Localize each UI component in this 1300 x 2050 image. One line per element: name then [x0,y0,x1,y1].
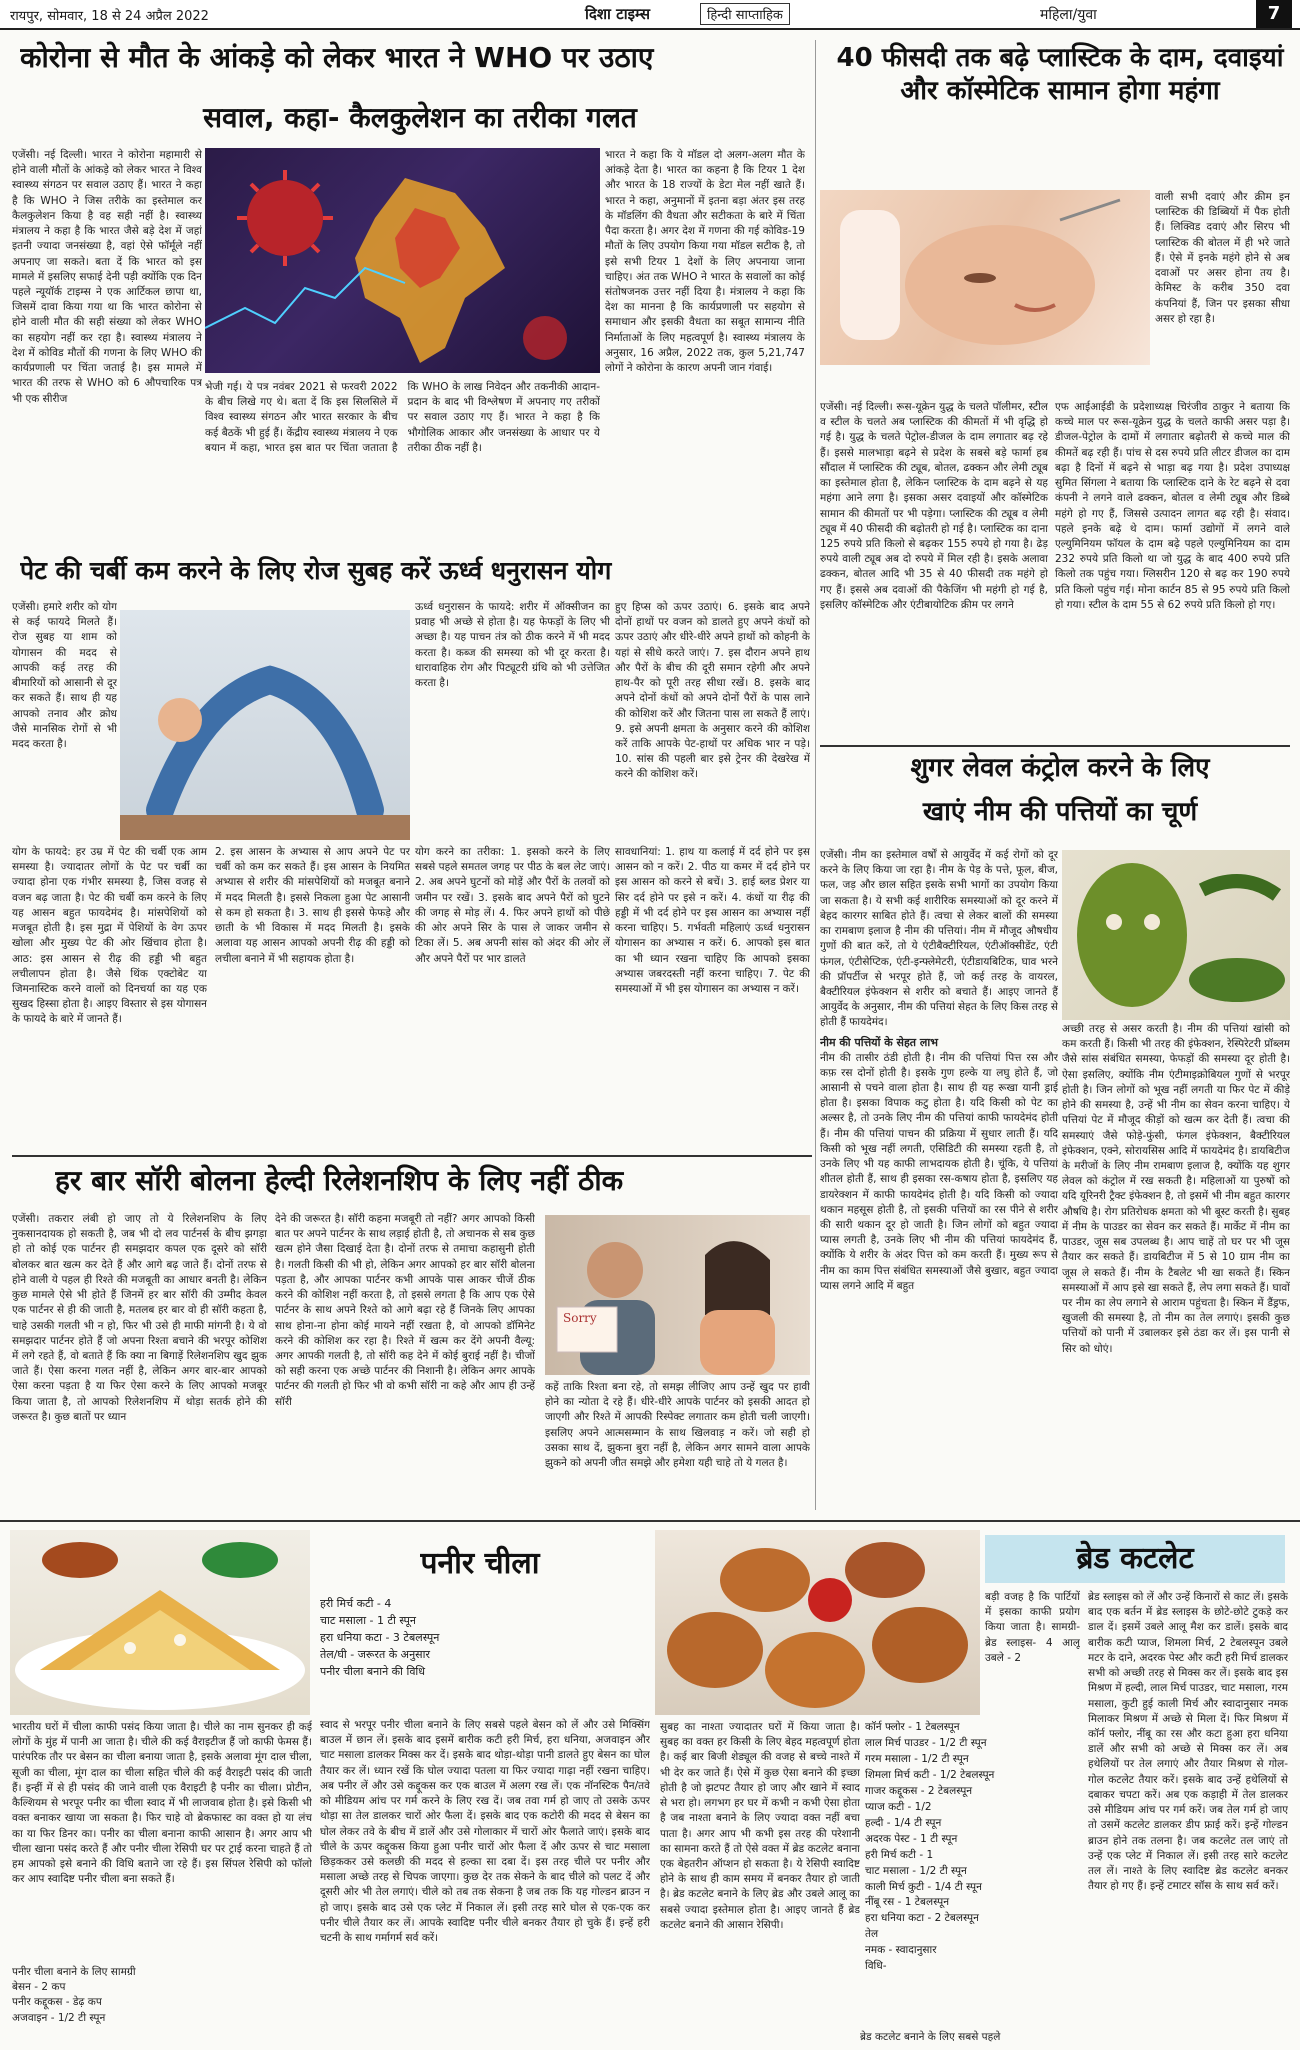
article4-headline-line1: शुगर लेवल कंट्रोल करने के लिए [910,753,1210,783]
article6-title: पनीर चीला [420,1546,540,1581]
article3-lower-1: योग के फायदे: हर उम्र में पेट की चर्बी एक आम समस्या है। ज्यादातर लोगों के पेट पर चर्बी का ज्यादा होना एक गंभीर समस्या है, जिस वजह से वजन बढ़ जाता है। पेट की चर्बी कम करने के लिए यह आसन बहुत फायदेमंद है। मांसपेशियों को मजबूत होती है। इस मुद्रा में पेशियों के वेग ऊपर खोला और मुख्य पेट की ओर खिंचाव होता है। आठ: इस आसन से रीढ़ की हड्डी भी बहुत लचीलापन होता है। जैसे थिंक एक्टोबेट या जिमनास्टिक करने वालों को दिनचर्या का यह एक सुखद हिस्सा होता है। आइए विस्तार से इस योगासन के फायदे के बारे में जानते हैं। [12,846,207,1026]
article4-column-1 [820,848,1058,1508]
publication-tag: हिन्दी साप्ताहिक [700,3,790,25]
article6-materials-list: बेसन - 2 कप पनीर कद्दूकस - डेढ़ कप अजवाइन - 1/2 टी स्पून [12,1981,106,2024]
masthead [0,0,1300,30]
article4-subhead: नीम की पत्तियों के सेहत लाभ [820,1035,938,1049]
article4-headline-line2: खाएं नीम की पत्तियों का चूर्ण [922,797,1198,827]
article1-column-2: भारत ने कहा कि ये मॉडल दो अलग-अलग मौत के आंकड़े देता है। भारत का कहना है कि टियर 1 देश और भारत के 18 राज्यों के डेटा मेल नहीं खाते हैं। भारत ने कहा, अनुमानों में इतना बड़ा अंतर इस तरह के मॉडलिंग की वैधता और सटीकता के बारे में चिंता पैदा करता है। अगर देश में गणना की गई कोविड-19 मौतों के लिए उपयोग किया गया मॉडल सटीक है, तो इसे सभी टियर 1 देशों के लिए अपनाया जाना चाहिए। अंत तक WHO ने भारत के सवालों का कोई संतोषजनक उत्तर नहीं दिया है। मंत्रालय ने कहा कि देश का मानना है कि कार्यप्रणाली पर सहयोग से समाधान और इसकी वैधता का सबूत सामान्य नीति निर्माताओं के लिए महत्वपूर्ण है। स्वास्थ्य मंत्रालय के अनुसार, 16 अप्रैल, 2022 तक, कुल 5,21,747 लोगों ने कोरोना के कारण अपनी जान गंवाई। [605,149,805,375]
article7-intro-end: ब्रेड कटलेट बनाने के लिए सबसे पहले [860,2031,1001,2043]
article6-intro: भारतीय घरों में चीला काफी पसंद किया जाता है। चीले का नाम सुनकर ही कई लोगों के मुंह में पानी आ जाता है। चीले की कई वैराइटीज हैं जो काफी फेमस हैं। पारंपरिक तौर पर बेसन का चीला बनाया जाता है, इसके अलावा मूंग दाल चीला, सूजी का चीला, मूंग दाल का चीला सहित चीले की कई वैराइटी पसंद की जाती हैं। इन्हीं में से ही पसंद की जाने वाली एक वैराइटी है पनीर का चीला। प्रोटीन, कैल्शियम से भरपूर पनीर का चीला स्वाद में भी लाजवाब होता है। इसे किसी भी वक्त बनाकर खाया जा सकता है। फिर चाहे वो ब्रेकफास्ट का वक्त हो या लंच का या फिर डिनर का। पनीर का चीला बनाना काफी आसान है। अगर आप भी चीला खाना पसंद करते हैं और पनीर चीला रेसिपी घर पर ट्राई करना चाहते हैं तो हम आपको इसे बनाने की विधि बताने जा रहे हैं। इस सिंपल रेसिपी को फॉलो कर आप स्वादिष्ट पनीर चीला बना सकते हैं। [12,1721,312,1886]
article3-column-3: हुए हिप्स को ऊपर उठाएं। 6. इसके बाद अपने दोनों हाथों पर वजन को डालते हुए अपने कंधों को ऊपर उठाएं और धीरे-धीरे अपने हाथों को कोहनी के यहां से सीधे करते जाएं। 7. इस दौरान अपने हाथ और पैरों के बीच की दूरी समान रहेगी और अपने हाथ-पैर को पूरी तरह सीधा रखें। 8. इसके बाद अपने दोनों कंधों को अपने दोनों पैरों के पास लाने की कोशिश करें और जितना पास ला सकते हैं लाएं। 9. इसे अपनी क्षमता के अनुसार करने की कोशिश करें ताकि आपके पेट-हाथों पर अधिक भार न पड़े। 10. सांस की पहली बार इसे ट्रेनर की देखरेख में करने की कोशिश करें। [615,601,810,781]
article7-method: ब्रेड स्लाइस को लें और उन्हें किनारों से काट लें। इसके बाद एक बर्तन में ब्रेड स्लाइस के छोटे-छोटे टुकड़े कर डाल दें। इसमें उबले आलू मैश कर डालें। इसके बाद बारीक कटी प्याज, शिमला मिर्च, 2 टेबलस्पून उबले मटर के दाने, अदरक पेस्ट और कटी हरी मिर्च डालकर सभी को अच्छी तरह से मिक्स कर लें। इसके बाद इस मिश्रण में हल्दी, लाल मिर्च पाउडर, चाट मसाला, गरम मसाला, कुटी हुई काली मिर्च और स्वादानुसार नमक मिलाकर मिश्रण में अच्छे से मिला दें। फिर मिश्रण में कॉर्न फ्लोर, नींबू का रस और कटा हुआ हरा धनिया डालें और सभी को अच्छे से मिक्स कर लें। अब हथेलियों पर तेल लगाएं और तैयार मिश्रण से गोल-गोल कटलेट तैयार करें। इसके बाद उन्हें हथेलियों से दबाकर चपटा करें। अब एक कड़ाही में तेल डालकर उसे मीडियम आंच पर गर्म करें। जब तेल गर्म हो जाए तो उसमें कटलेट डालकर डीप फ्राई करें। इन्हें गोल्डन ब्राउन होने तक तलना है। जब कटलेट तल जाएं तो उन्हें एक प्लेट में निकाल लें। इसी तरह सारे कटलेट तल लें। नाश्ते के लिए स्वादिष्ट ब्रेड कटलेट बनकर तैयार हो गए हैं। इन्हें टमाटर सॉस के साथ सर्व करें। [1088,1591,1288,1893]
section-name: महिला/युवा [1040,7,1097,23]
article6-method: स्वाद से भरपूर पनीर चीला बनाने के लिए सबसे पहले बेसन को लें और उसे मिक्सिंग बाउल में छान लें। इसके बाद इसमें बारीक कटी हरी मिर्च, हरा धनिया, अजवाइन और चाट मसाला डालकर मिक्स कर दें। इसके बाद थोड़ा-थोड़ा पानी डालते हुए बेसन का घोल तैयार कर लें। ध्यान रखें कि घोल ज्यादा पतला या फिर ज्यादा गाढ़ा नहीं रखना चाहिए। अब पनीर लें और उसे कद्दूकस कर एक बाउल में अलग रख लें। एक नॉनस्टिक पैन/तवे को मीडियम आंच पर गर्म करने के लिए रख दें। जब तवा गर्म हो जाए तो उसके ऊपर थोड़ा सा तेल डालकर चारों ओर फैला दें। इसके बाद एक कटोरी की मदद से बेसन का घोल लेकर तवे के बीच में डालें और उसे गोलाकार में चारों ओर फैलाते जाएं। इसके बाद चीले के ऊपर कद्दूकस किया हुआ पनीर चारों ओर फैला दें और ऊपर से चाट मसाला छिड़ककर उसे कलछी की मदद से हल्का सा दबा दें। इस तरह चीले पर पनीर और मसाला अच्छे तरह से चिपक जाएगा। कुछ देर तक सेकने के बाद चीले को पलट दें और दूसरी ओर भी तेल लगाएं। चीले को तब तक सेकना है जब तक कि यह गोल्डन ब्राउन न हो जाए। इसके बाद उसे एक प्लेट में निकाल लें। इसी तरह सारे घोल से एक-एक कर पनीर चीले तैयार कर लें। आपके स्वादिष्ट पनीर चीले बनकर तैयार हो चुके हैं। इन्हें हरी चटनी के साथ गर्मागर्म सर्व करें। [320,1719,650,1945]
article1-lower-text: भेजी गई। ये पत्र नवंबर 2021 से फरवरी 2022 के बीच लिखे गए थे। बता दें कि इस सिलसिले में विश्व स्वास्थ्य संगठन और भारत सरकार के बीच कई बैठकें भी हुई हैं। केंद्रीय स्वास्थ्य मंत्रालय ने एक बयान में कहा, भारत इस बात पर चिंता जताता है कि WHO के लाख निवेदन और तकनीकी आदान-प्रदान के बाद भी विश्लेषण में अपनाए गए तरीकों पर सवाल उठाए गए हैं। भारत ने कहा है कि भौगोलिक आकार और जनसंख्या के आधार पर ये तरीका ठीक नहीं है। [205,381,600,454]
issue-date: रायपुर, सोमवार, 18 से 24 अप्रैल 2022 [10,9,209,24]
neem-leaf-icon [1062,850,1290,1020]
couple-icon [545,1215,810,1375]
couple-photo [545,1215,810,1375]
article4-body: नीम की तासीर ठंडी होती है। नीम की पत्तियां पित्त रस और कफ़ रस दोनों होती है। इसके गुण हल्के या लघु होते हैं, जो आसानी से पचने वाला होता है। साथ ही यह रूखा यानी ड्राई होता है। इसका विपाक कटु होता है। यदि किसी को पेट का अल्सर है, तो उनके लिए नीम की पत्तियां काफी फायदेमंद होती हैं। नीम की पत्तियां पाचन की प्रक्रिया में सुधार लाती हैं। यदि किसी को भूख नहीं लगती, एसिडिटी की समस्या रहती है, तो उनके लिए भी यह काफी लाभदायक होती है। चूंकि, ये पत्तियां शीतल होती हैं, साथ ही इसका रस-कषाय होता है, इसलिए यह डायरेक्शन में काफी फायदेमंद होती है। यदि किसी को ज्यादा थकान महसूस होती है, तो इसकी पत्तियों का रस पीने से शरीर की सारी थकान दूर हो जाती है। जिन लोगों को बहुत ज्यादा प्यास लगती है, उनके लिए भी नीम की पत्तियां फायदेमंद हैं, क्योंकि ये शरीर के अंदर पित्त को कम करती हैं। मुख्य रूप से नीम का काम पित्त संबंधित समस्याओं जैसे बुखार, बहुत ज्यादा प्यास लगने आदि में बहुत [820,1051,1058,1292]
yoga-figure-icon [120,610,410,840]
article4-intro: एजेंसी। नीम का इस्तेमाल वर्षों से आयुर्वेद में कई रोगों को दूर करने के लिए किया जा रहा है। नीम के पेड़ के पत्ते, फूल, बीज, फल, जड़ और छाल सहित इसके सभी भागों का उपयोग किया जा सकता है। ये सभी कई शारीरिक समस्याओं को दूर करने में बेहद कारगर साबित होते हैं। त्वचा से लेकर बालों की समस्या का रामबाण इलाज है नीम की पत्तियां। नीम में मौजूद औषधीय गुणों की बात करें, तो ये एंटीबैक्टीरियल, एंटीऑक्सीडेंट, एंटी फंगल, एंटीसेप्टिक, एंटी-इन्फ्लेमेटरी, एंटीडायबिटिक, घाव भरने की प्रॉपर्टीज से भरपूर होते हैं, जो कई तरह के वायरल, बैक्टीरियल इंफेक्शन से शरीर को बचाते हैं। आइए जानते हैं आयुर्वेद के अनुसार, नीम की पत्तियां सेहत के लिए किस तरह से होती हैं फायदेमंद। [820,849,1058,1029]
article7-intro: सुबह का नाश्ता ज्यादातर घरों में किया जाता है। सुबह का वक्त हर किसी के लिए बेहद महत्वपूर्ण होता है। कई बार बिजी शेड्यूल की वजह से बच्चे नाश्ते में भी देर कर जाते हैं। ऐसे में कुछ ऐसा बनाने की इच्छा होती है जो झटपट तैयार हो जाए और खाने में स्वाद से भरा हो। लगभग हर घर में कभी न कभी ऐसा होता है जब नाश्ता बनाने के लिए ज्यादा वक्त नहीं बचा पाता है। अगर आप भी कभी इस तरह की परेशानी का सामना करते हैं तो ऐसे वक्त में ब्रेड कटलेट बनाना एक बेहतरीन ऑप्शन हो सकता है। ये रेसिपी स्वादिष्ट होने के साथ ही काम समय में बनकर तैयार हो जाती है। ब्रेड कटलेट बनाने के लिए ब्रेड और उबले आलू का सबसे ज्यादा इस्तेमाल होता है। आइए जानते हैं ब्रेड कटलेट बनाने की आसान रेसिपी। [660,1721,860,1931]
section-rule [0,1520,1300,1522]
article1-headline-line2: सवाल, कहा- कैलकुलेशन का तरीका गलत [203,101,637,134]
article7-title: ब्रेड कटलेट [985,1535,1285,1583]
article3-lower-3: योग करने का तरीका: 1. इसको करने के लिए सबसे पहले समतल जगह पर पीठ के बल लेट जाएं। 2. अब अपने घुटनों को मोड़ें और पैरों के तलवों को जमीन पर रखें। 3. इसके बाद अपने पैरों को घुटने की जगह से मोड़ लें। 4. फिर अपने हाथों को पीछे की ओर अपने सिर के पास ले जाकर जमीन से टिका लें। 5. अब अपनी सांस को अंदर की ओर लें और अपने पैरों पर भार डालते [415,846,610,965]
article5-column-3: कहें ताकि रिश्ता बना रहे, तो समझ लीजिए आप उन्हें खुद पर हावी होने का न्योता दे रहे हैं। धीरे-धीरे आपके पार्टनर को इसकी आदत हो जाएगी और रिश्ते में आपकी रिस्पेक्ट लगातार कम होती चली जाएगी। इसलिए अपने आत्मसम्मान के साथ खिलवाड़ न करें। जो सही हो उसका साथ दें, झुकना बुरा नहीं है, लेकिन अगर सामने वाला आपके झुकने को अपनी जीत समझे और हमेशा यही चाहे तो ये गलत है। [545,1381,810,1470]
article1-column-1: एजेंसी। नई दिल्ली। भारत ने कोरोना महामारी से होने वाली मौतों के आंकड़े को लेकर भारत ने विश्व स्वास्थ्य संगठन पर सवाल उठाए हैं। भारत ने कहा है कि WHO ने जिस तरीके का इस्तेमाल कर कैलकुलेशन किया है वह सही नहीं है। स्वास्थ्य मंत्रालय ने कहा है कि भारत जैसे बड़े देश में जहां इतनी ज्यादा जनसंख्या है, वहां ऐसे फॉर्मूले नहीं अपनाए जा सकते। बता दें कि भारत को इस मामले में इसलिए सफाई देनी पड़ी क्योंकि एक दिन पहले न्यूयॉर्क टाइम्स ने एक आर्टिकल छापा था, जिसमें दावा किया गया था कि भारत कोरोना से होने वाली मौत की सही संख्या को लेकर WHO का सहयोग नहीं कर रहा है। स्वास्थ्य मंत्रालय ने देश में कोविड मौतों की गणना के लिए WHO की कार्यप्रणाली पर चिंता जताई है। इस मामले में भारत की तरफ से WHO को 6 औपचारिक पत्र भी एक सीरीज [12,149,202,405]
paneer-chilla-photo [10,1530,310,1715]
article3-column-1: एजेंसी। हमारे शरीर को योग से कई फायदे मिलते हैं। रोज सुबह या शाम को योगासन की मदद से आपकी कई तरह की बीमारियों को आसानी से दूर कर सकते हैं। साथ ही यह आपको तनाव और क्रोध जैसे मानसिक रोगों से भी मदद करता है। [12,601,117,750]
article6-materials [12,1965,312,2043]
face-icon [820,190,1150,365]
article5-column-2: देने की जरूरत है। सॉरी कहना मजबूरी तो नहीं? अगर आपको किसी बात पर अपने पार्टनर के साथ लड़ाई होती है, तो अचानक से सब कुछ खत्म होने जैसा दिखाई देता है। दोनों तरफ से तमाचा कहासुनी होती है। गलती किसी की भी हो, लेकिन अगर आपको हर बार सॉरी बोलना पड़ता है, और आपका पार्टनर कभी आपके पास आकर चीजें ठीक करने की कोशिश नहीं करता है, तो इससे लगता है कि आप एक ऐसे पार्टनर के साथ अपने रिश्ते को आगे बढ़ा रहे हैं जिनके लिए आपका साथ होना-ना होना कोई मायने नहीं रखता है, वो आपको डॉमिनेट करने की कोशिश कर रहा है। रिश्ते में खत्म कर देंगे अपनी वैल्यू: अगर आपकी गलती है, तो सॉरी कह देने में कोई बुराई नहीं है। चीजों को सही करना एक अच्छे पार्टनर की निशानी है। लेकिन अगर आपके पार्टनर की गलती हो फिर भी वो कभी सॉरी ना कहे और आप ही उन्हें सॉरी [275,1213,535,1408]
article7-ingredients: कॉर्न फ्लोर - 1 टेबलस्पून लाल मिर्च पाउडर - 1/2 टी स्पून गरम मसाला - 1/2 टी स्पून शिमला मिर्च कटी - 1/2 टेबलस्पून गाजर कद्दूकस - 2 टेबलस्पून प्याज कटी - 1/2 हल्दी - 1/4 टी स्पून अदरक पेस्ट - 1 टी स्पून हरी मिर्च कटी - 1 चाट मसाला - 1/2 टी स्पून काली मिर्च कुटी - 1/4 टी स्पून नींबू रस - 1 टेबलस्पून हरा धनिया कटा - 2 टेबलस्पून तेल नमक - स्वादानुसार विधि- [865,1721,995,1973]
section-rule [12,1155,812,1157]
article6-materials-label: पनीर चीला बनाने के लिए सामग्री [12,1966,136,1978]
section-rule [820,745,1290,747]
article2-side-text: वाली सभी दवाएं और क्रीम इन प्लास्टिक की डिब्बियों में पैक होती हैं। लिक्विड दवाएं और सिरप भी प्लास्टिक की बोतल में ही भरे जाते हैं। ऐसे में इनके महंगे होने से अब दवाओं पर असर होना तय है। केमिस्ट के करीब 350 दवा कंपनियां हैं, जिन पर इसका सीधा असर हो रहा है। [1155,191,1290,325]
article3-lower-2: 2. इस आसन के अभ्यास से आप अपने पेट पर चर्बी को कम कर सकते हैं। इस आसन के नियमित अभ्यास से शरीर की मांसपेशियों को मजबूत बनाने में मदद मिलती है। इससे निकला हुआ पेट आसानी से कम हो सकता है। 3. साथ ही इससे फेफड़े और छाती के भी विकास में मदद मिलती है। इसके अलावा यह आसन आपको अपनी रीढ़ की हड्डी को लचीला बनाने में भी सहायक होता है। [215,846,410,965]
page-number: 7 [1256,0,1292,28]
chilla-plate-icon [10,1530,310,1715]
article2-column-2: एफ आईआईडी के प्रदेशाध्यक्ष चिरंजीव ठाकुर ने बताया कि कच्चे माल पर रूस-यूक्रेन युद्ध के चलते काफी असर पड़ा है। डीजल-पेट्रोल के दामों में लगातार बढ़ोतरी से कच्चे माल की कीमतें बढ़ रही हैं। पांच से दस रुपये प्रति लीटर डीजल का दाम बढ़ा है दिनों में बढ़ने से भाड़ा बढ़ गया है। प्रदेश उपाध्यक्ष सुमित सिंगला ने बताया कि प्लास्टिक दाने के रेट बढ़ने से दवा कंपनी ने लगने वाले ढक्कन, बोतल व लेमी ट्यूब और डिब्बे महंगे हो गए हैं, जिससे उत्पादन लागत बढ़ रही है। संवाद। पहले इनके बढ़े थे दाम। फार्मा उद्योगों में लगने वाले एल्युमिनियम फॉयल के दाम बढ़े पहले एल्युमिनियम का दाम 232 रुपये प्रति किलो था जो युद्ध के बाद 400 रुपये प्रति किलो तक पहुंच गया। ग्लिसरीन 120 से बढ़ कर 190 रुपये प्रति किलो पहुंच गई। मोना कार्टन 85 से 95 रुपये प्रति किलो हो गया। स्टील के दाम 55 से 62 रुपये प्रति किलो हो गए। [1055,401,1290,611]
article3-lower-4: सावधानियां: 1. हाथ या कलाई में दर्द होने पर इस आसन को न करें। 2. पीठ या कमर में दर्द होने पर इस आसन को करने से बचें। 3. हाई ब्लड प्रेशर या सिर दर्द होने पर इसे न करें। 4. कंधों या रीढ़ की हड्डी में भी दर्द होने पर इस आसन का अभ्यास नहीं करना चाहिए। 5. गर्भवती महिलाएं ऊर्ध्व धनुरासन योगासन का अभ्यास न करें। 6. आपको इस बात का भी ध्यान रखना चाहिए कि आपको इसका अभ्यास जबरदस्ती नहीं करना चाहिए। 7. पेट की समस्याओं में भी इस योगासन का अभ्यास न करें। [615,846,810,995]
yoga-pose-photo [120,610,410,840]
article2-headline: 40 फीसदी तक बढ़े प्लास्टिक के दाम, दवाइयां और कॉस्मेटिक सामान होगा महंगा [836,43,1284,106]
article3-column-2: ऊर्ध्व धनुरासन के फायदे: शरीर में ऑक्सीजन का प्रवाह भी अच्छे से होता है। यह फेफड़ों के लिए भी अच्छा है। यह पाचन तंत्र को ठीक करने में भी मदद करता है। कब्ज की समस्या को भी दूर करता है। धारावाहिक रोग और पिट्यूटरी ग्रंथि को भी उत्तेजित करता है। [415,601,610,690]
covid-map-photo [205,148,600,373]
column-divider [815,40,816,1510]
publication-name: दिशा टाइम्स [585,5,650,23]
article1-headline-line1: कोरोना से मौत के आंकड़े को लेकर भारत ने WHO पर उठाए [20,41,654,74]
article2-column-1: एजेंसी। नई दिल्ली। रूस-यूक्रेन युद्ध के चलते पॉलीमर, स्टील व स्टील के चलते अब प्लास्टिक की कीमतों में भी वृद्धि हो गई है। युद्ध के चलते पेट्रोल-डीजल के दाम लगातार बढ़ रहे हैं। इससे मालभाड़ा बढ़ने से प्रदेश के सबसे बड़े फार्मा हब सौंदाल में प्लास्टिक की ट्यूब, बोतल, ढक्कन और लेमी ट्यूब का इस्तेमाल होता है, लेकिन प्लास्टिक के दाम बढ़ने से यह महंगा आने लगा है। इसका असर दवाइयों और कॉस्मेटिक सामान की कीमतों पर भी पड़ेगा। प्लास्टिक की ट्यूब व लेमी ट्यूब में 40 फीसदी की बढ़ोतरी हो गई है। प्लास्टिक का दाना 125 रुपये प्रति किलो से बढ़कर 155 रुपये हो गया है। ढेड़ रुपये वाली ट्यूब अब दो रुपये में मिल रही है। इसके अलावा ढक्कन, बोतल आदि भी 35 से 40 फीसदी तक महंगे हो गए हैं। इससे अब दवाओं की पैकेजिंग भी महंगी हो गई है, इसलिए कॉस्मेटिक और एंटीबायोटिक क्रीम पर लगने [820,401,1048,611]
covid-virus-icon [205,148,600,373]
cutlet-icon [655,1530,980,1715]
cosmetic-treatment-photo [820,190,1150,365]
article7-column-1: बड़ी वजह है कि पार्टियों में इसका काफी प्रयोग किया जाता है। सामग्री- ब्रेड स्लाइस- 4 आलू उबले - 2 [985,1591,1080,1664]
neem-face-pack-photo [1062,850,1290,1020]
article4-column-2: अच्छी तरह से असर करती है। नीम की पत्तियां खांसी को कम करती हैं। किसी भी तरह की इंफेक्शन, रेस्पिरेटरी प्रॉब्लम जैसे सांस संबंधित समस्या, फेफड़ों की समस्या दूर होती है। ऐसा इसलिए, क्योंकि नीम एंटीमाइक्रोबियल गुणों से भरपूर होती है। जिन लोगों को भूख नहीं लगती या फिर पेट में कीड़े होने की समस्या है, उन्हें भी नीम का सेवन करना चाहिए। ये पत्तियां पेट में मौजूद कीड़ों को खत्म कर देती हैं। त्वचा की समस्याएं जैसे फोड़े-फुंसी, फंगल इंफेक्शन, बैक्टीरियल इंफेक्शन, एक्ने, सोरायसिस आदि में फायदेमंद है। डायबिटीज के मरीजों के लिए नीम रामबाण इलाज है, क्योंकि यह शुगर लेवल को कंट्रोल में रख सकती है। महिलाओं या पुरुषों को यदि यूरिनरी ट्रैक्ट इंफेक्शन है, तो इसमें भी नीम बहुत कारगर औषधि है। रोग प्रतिरोधक क्षमता को भी बूस्ट करती है। सुबह में नीम के पाउडर का सेवन कर सकते हैं। मार्केट में नीम का पाउडर, जूस सब उपलब्ध है। आप चाहें तो घर पर भी जूस तैयार कर सकते हैं। डायबिटीज में 5 से 10 ग्राम नीम का जूस ले सकते हैं। नीम के टैबलेट भी खा सकते हैं। स्किन समस्याओं में आप इसे खा सकते हैं, लेप लगा सकते हैं। घावों पर नीम का लेप लगाने से आराम पहुंचता है। स्किन में डैंड्रफ, खुजली की समस्या है, तो नीम का तेल लगाएं। इसकी कुछ पत्तियों को पानी में उबालकर इसे ठंडा कर लें। इस पानी से सिर को धोएं। [1062,1023,1290,1355]
article3-headline: पेट की चर्बी कम करने के लिए रोज सुबह करें ऊर्ध्व धनुरासन योग [20,556,612,585]
sorry-card-text: Sorry [563,1311,597,1325]
bread-cutlet-photo [655,1530,980,1715]
article5-headline: हर बार सॉरी बोलना हेल्दी रिलेशनशिप के लिए नहीं ठीक [55,1164,624,1197]
article6-ingredients: हरी मिर्च कटी - 4 चाट मसाला - 1 टी स्पून हरा धनिया कटा - 3 टेबलस्पून तेल/घी - जरूरत के अनुसार पनीर चीला बनाने की विधि [320,1597,440,1679]
article5-column-1: एजेंसी। तकरार लंबी हो जाए तो ये रिलेशनशिप के लिए नुकसानदायक हो सकती है, जब भी दो लव पार्टनर्स के बीच झगड़ा हो तो कोई एक पार्टनर ही समझदार कपल एक दूसरे को सॉरी बोलकर बात खत्म कर देते हैं और आगे बढ़ जाते हैं। दोनों तरफ से होने वाली ये पहल ही रिश्ते की मजबूती का आधार बनती है। लेकिन कुछ मामले ऐसे भी होते हैं जिनमें हर बार सॉरी की उम्मीद केवल एक पार्टनर से ही की जाती है, मतलब हर बार वो ही सॉरी कहता है, चाहे उसकी गलती भी न हो, फिर भी उसे ही माफी मांगनी है। ये वो समझदार पार्टनर होते हैं जो अपना रिश्ता बचाने की भरपूर कोशिश में लगे रहते हैं, वो बताते हैं कि क्या ना बिगाड़ें रिलेशनशिप खुद झुक जाते हैं। ऐसा करना गलत नहीं है, लेकिन अगर बार-बार आपको ऐसा करना पड़ता है या फिर ऐसा करने के लिए आपको मजबूर किया जाता है, तो आपको रिलेशनशिप में थोड़ा सतर्क होने की जरूरत है। कुछ बातों पर ध्यान [12,1213,267,1423]
